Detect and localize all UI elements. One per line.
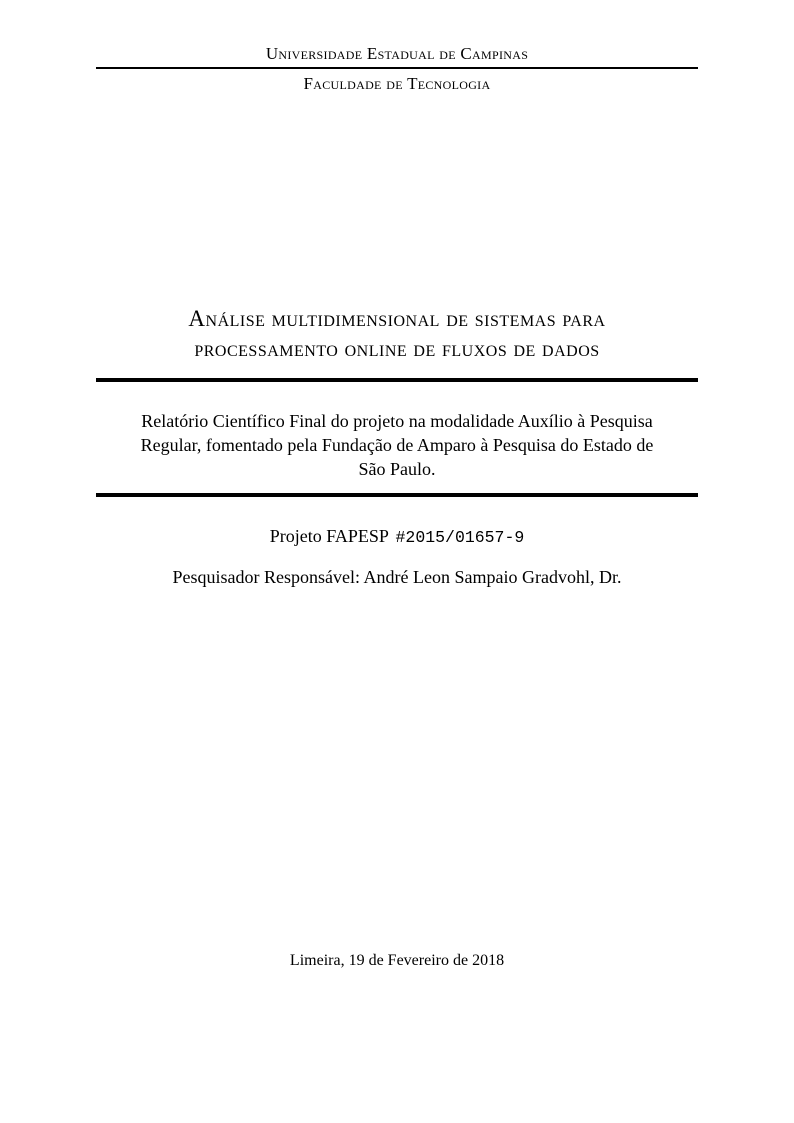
description-rule xyxy=(96,493,698,497)
report-description xyxy=(96,409,698,481)
report-description-line-2: Regular, fomentado pela Fundação de Amparo à Pesquisa do Estado de xyxy=(140,435,654,455)
report-title xyxy=(96,304,698,364)
report-description-line-1: Relatório Científico Final do projeto na modalidade Auxílio à Pesquisa xyxy=(141,411,653,431)
date-line: Limeira, 19 de Fevereiro de 2018 xyxy=(289,952,505,969)
faculty-name: Faculdade de Tecnologia xyxy=(303,74,491,93)
report-title-line-1: Análise multidimensional de sistemas para xyxy=(188,306,606,331)
project-line xyxy=(96,525,698,549)
report-title-line-2: processamento online de fluxos de dados xyxy=(194,336,600,361)
title-rule xyxy=(96,378,698,382)
university-name: Universidade Estadual de Campinas xyxy=(265,44,529,63)
report-description-line-3: São Paulo. xyxy=(358,459,436,479)
header-rule xyxy=(96,67,698,69)
project-label: Projeto FAPESP xyxy=(269,526,389,546)
project-code: #2015/01657-9 xyxy=(395,528,525,547)
researcher-line: Pesquisador Responsável: André Leon Sampaio Gradvohl, Dr. xyxy=(172,567,622,587)
